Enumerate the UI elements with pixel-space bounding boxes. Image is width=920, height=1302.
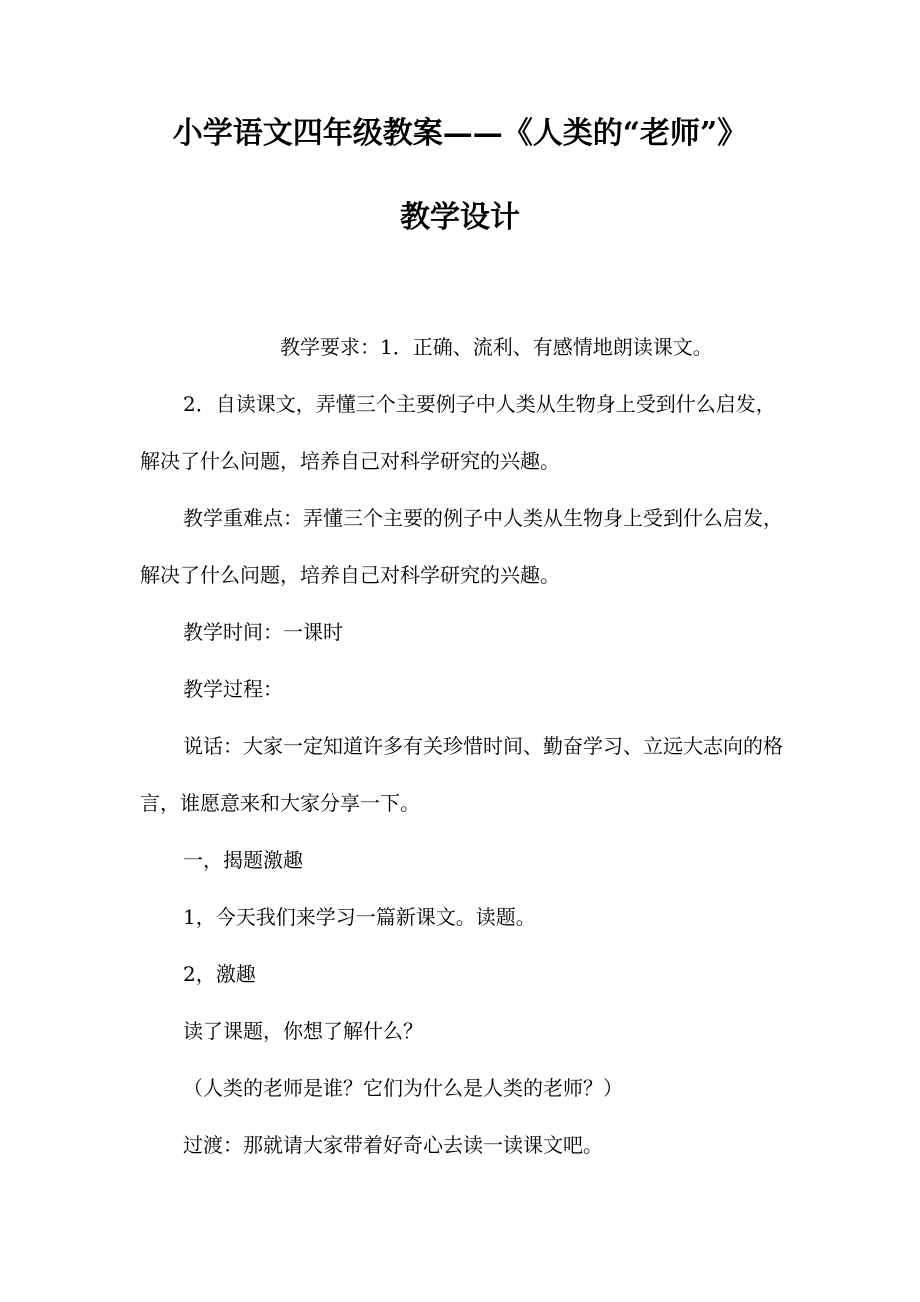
list-item-1: 1，今天我们来学习一篇新课文。读题。 [183,905,536,929]
paragraph-process-heading: 教学过程： [183,677,283,701]
title-line-2: 教学设计 [400,200,520,235]
paragraph-answer: （人类的老师是谁？它们为什么是人类的老师？） [183,1076,623,1100]
list-item-2: 2，激趣 [183,962,256,986]
paragraph-requirements: 教学要求：1．正确、流利、有感情地朗读课文。 [280,335,713,359]
paragraph-time: 教学时间：一课时 [183,620,343,644]
paragraph-question: 读了课题，你想了解什么？ [183,1019,423,1043]
paragraph-transition: 过渡：那就请大家带着好奇心去读一读课文吧。 [183,1133,603,1157]
paragraph-talk: 说话：大家一定知道许多有关珍惜时间、勤奋学习、立远大志向的格言，谁愿意来和大家分享一下。 [140,734,783,815]
section-heading-1: 一，揭题激趣 [183,848,303,872]
document-body [140,319,785,1174]
paragraph-key-points: 教学重难点：弄懂三个主要的例子中人类从生物身上受到什么启发，解决了什么问题，培养自己对科学研究的兴趣。 [140,506,783,587]
title-line-1: 小学语文四年级教案——《人类的“老师”》 [172,116,748,151]
paragraph-requirement-2: 2．自读课文，弄懂三个主要例子中人类从生物身上受到什么启发，解决了什么问题，培养自己对科学研究的兴趣。 [140,392,776,473]
